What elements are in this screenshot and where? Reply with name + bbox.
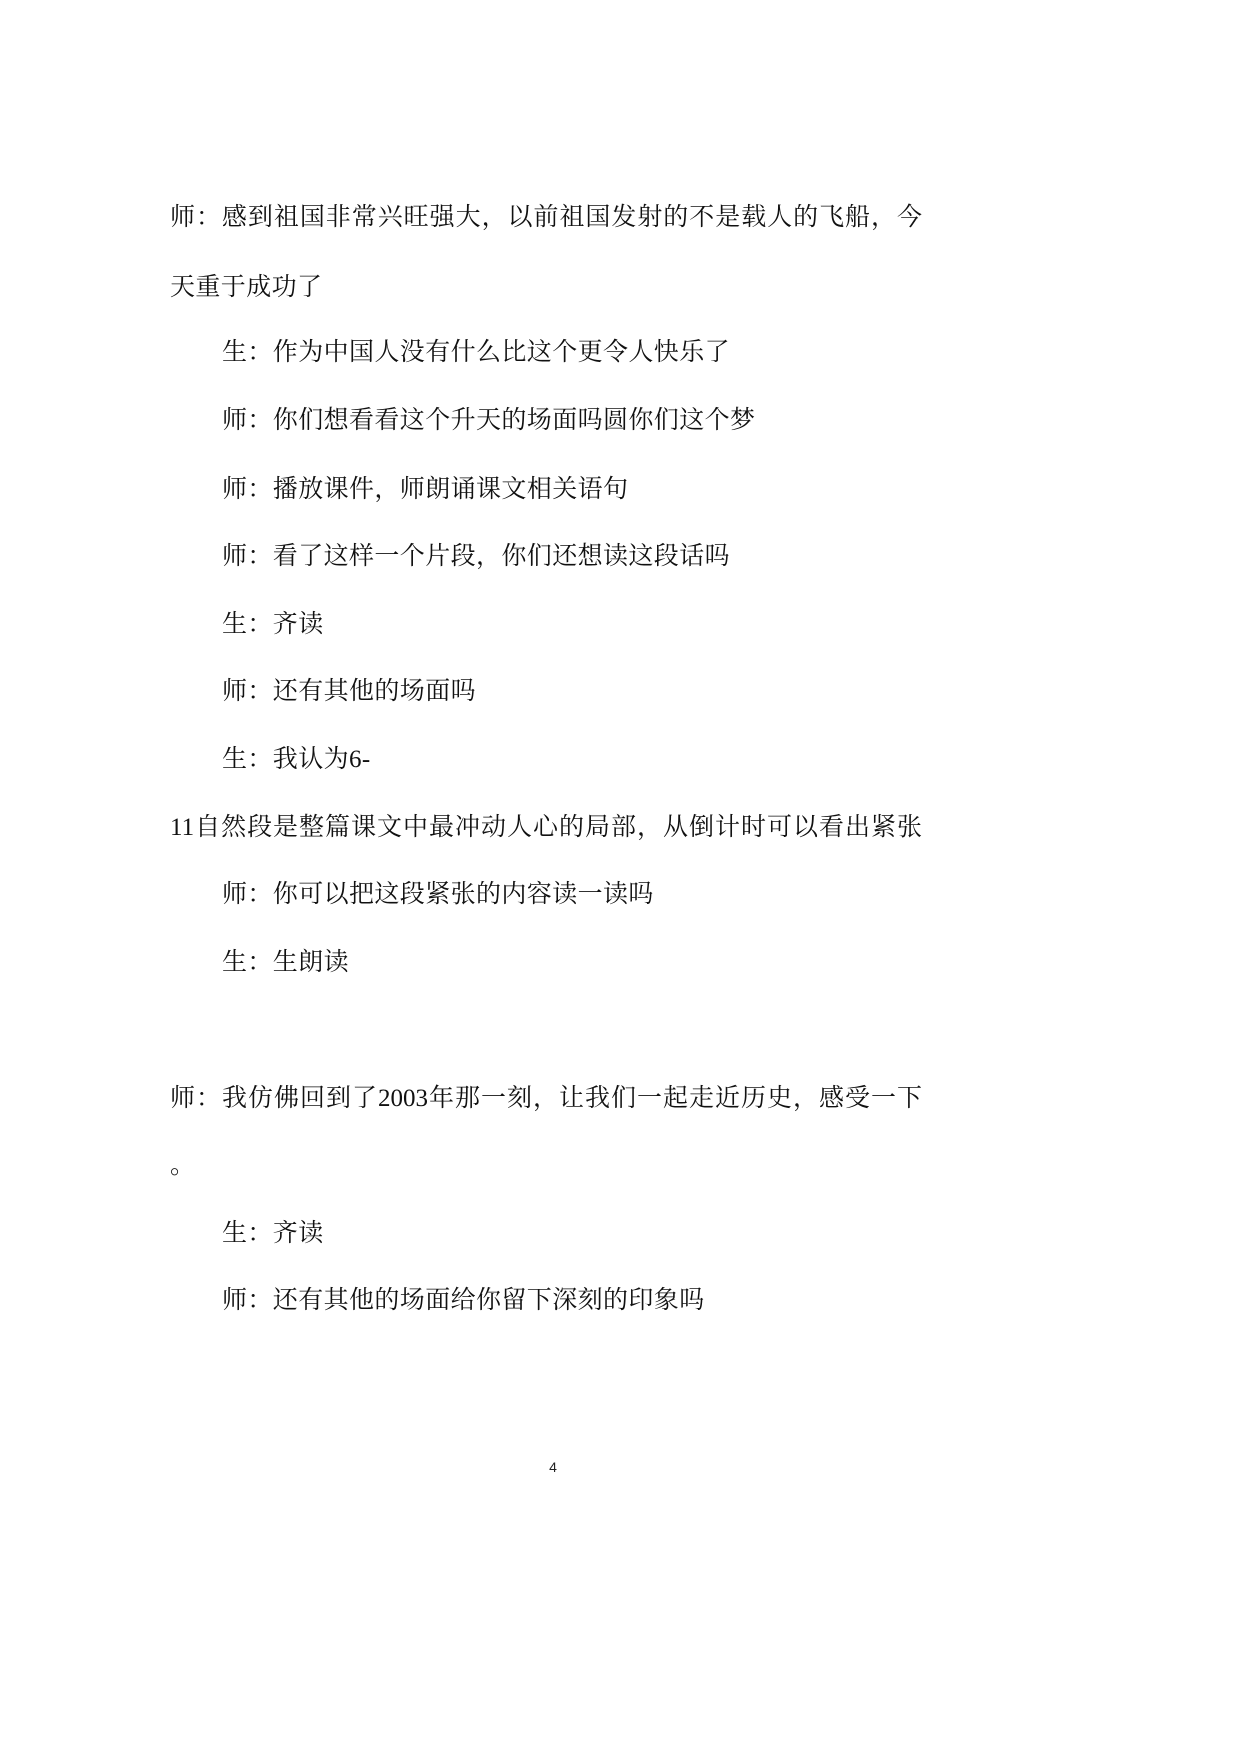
paragraph-line: 天重于成功了	[170, 274, 323, 301]
page-number: 4	[549, 1459, 557, 1475]
paragraph-line: 师：你们想看看这个升天的场面吗圆你们这个梦	[222, 407, 756, 434]
paragraph-line: 生：齐读	[222, 611, 324, 638]
paragraph-line: 师：播放课件，师朗诵课文相关语句	[222, 476, 629, 503]
paragraph-line: 师：你可以把这段紧张的内容读一读吗	[222, 881, 654, 908]
paragraph-line: 生：作为中国人没有什么比这个更令人快乐了	[222, 339, 731, 366]
paragraph-line: 师：还有其他的场面给你留下深刻的印象吗	[222, 1287, 705, 1314]
paragraph-line: 生：我认为6-	[222, 746, 371, 773]
paragraph-line: 师：我仿佛回到了2003年那一刻，让我们一起走近历史，感受一下	[170, 1085, 922, 1112]
paragraph-line: 师：看了这样一个片段，你们还想读这段话吗	[222, 543, 731, 570]
paragraph-line: 。	[170, 1152, 196, 1179]
paragraph-line: 师：感到祖国非常兴旺强大，以前祖国发射的不是载人的飞船，今	[170, 204, 922, 231]
paragraph-line: 生：齐读	[222, 1220, 324, 1247]
paragraph-line: 11自然段是整篇课文中最冲动人心的局部，从倒计时可以看出紧张	[170, 814, 922, 841]
paragraph-line: 生：生朗读	[222, 949, 350, 976]
paragraph-line: 师：还有其他的场面吗	[222, 678, 477, 705]
